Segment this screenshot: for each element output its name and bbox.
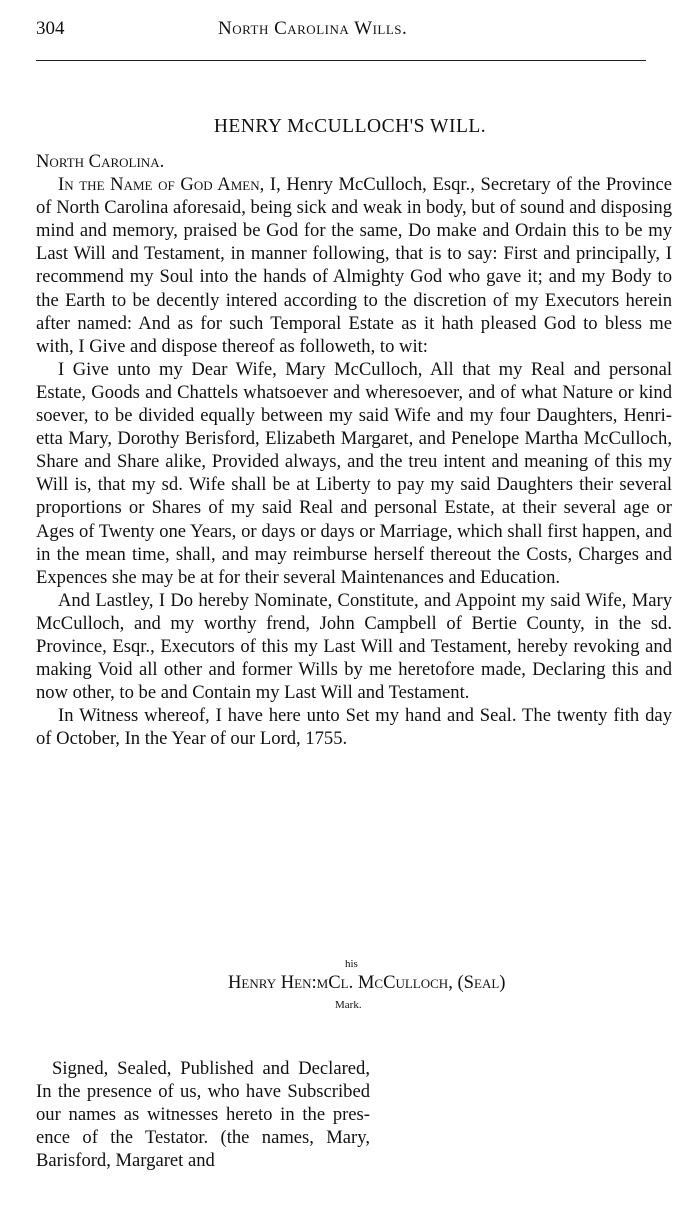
witness-block: [36, 1057, 370, 1172]
signature-block: [0, 958, 700, 1048]
paragraph-bequest: I Give unto my Dear Wife, Mary McCulloch, All that my Real and personal Estate, Goods and Chattels whatsoever and wheresoever, and of what Nature or kind soever, to be divided equally between my said Wife and my four Daughters, Henrietta Mary, Dorothy Berisford, Elizabeth Margaret, and Penelope Martha McCulloch, Share and Share alike, Provided always, and the treu intent and meaning of this my Will is, that my sd. Wife shall be at Liberty to pay my said Daughters their several proportions or Shares of my said Real and personal Estate, at their several age or Ages of Twenty one Years, or days or days or Marriage, which shall first happen, and in the mean time, shall, and may reimburse herself thereout the Costs, Charges and Expences she may be at for their several Maintenances and Education.: [36, 358, 672, 588]
page-number: 304: [36, 18, 65, 39]
state-heading: North Carolina.: [36, 151, 165, 172]
paragraph-witness-clause: In Witness whereof, I have here unto Set my hand and Seal. The twenty fith day of October, In the Year of our Lord, 1755.: [36, 705, 672, 750]
running-title: North Carolina Wills.: [218, 18, 408, 39]
paragraph-opening: [36, 173, 672, 358]
paragraph-executors: And Lastley, I Do hereby Nominate, Constitute, and Appoint my said Wife, Mary McCulloch, and my worthy frend, John Campbell of Bertie County, in the sd. Province, Esqr., Executors of this my Last Will and Testament, hereby revoking and making Void all other and former Wills by me heretofore made, Declaring this and now other, to be and Contain my Last Will and Testament.: [36, 589, 672, 704]
header-rule: [36, 60, 646, 61]
signature-his: his: [345, 958, 358, 970]
opening-invocation: In the Name of God Amen,: [58, 174, 265, 196]
signature-mark: Mark.: [335, 999, 362, 1011]
signature-line: Henry Hen:mCl. McCulloch, (Seal): [228, 972, 506, 993]
will-title: HENRY McCULLOCH'S WILL.: [213, 116, 487, 137]
witness-text: Signed, Sealed, Published and Declared, In the presence of us, who have Subscribed our names as witnesses hereto in the presence of the Testator. (the names, Mary, Barisford, Margaret and: [36, 1058, 370, 1172]
page-header: [36, 18, 648, 46]
will-body: [36, 150, 672, 750]
opening-text: I, Henry McCulloch, Esqr., Secretary of the Province of North Carolina aforesaid, being sick and weak in body, but of sound and disposing mind and memory, praised be God for the same, Do make and Ordain this to be my Last Will and Testament, in manner following, that is to say: First and principally, I recommend my Soul into the hands of Almighty God who gave it; and my Body to the Earth to be decently intered according to the discretion of my Executors herein after named: And as for such Temporal Estate as it hath pleased God to bless me with, I Give and dispose thereof as followeth, to wit:: [36, 174, 672, 357]
